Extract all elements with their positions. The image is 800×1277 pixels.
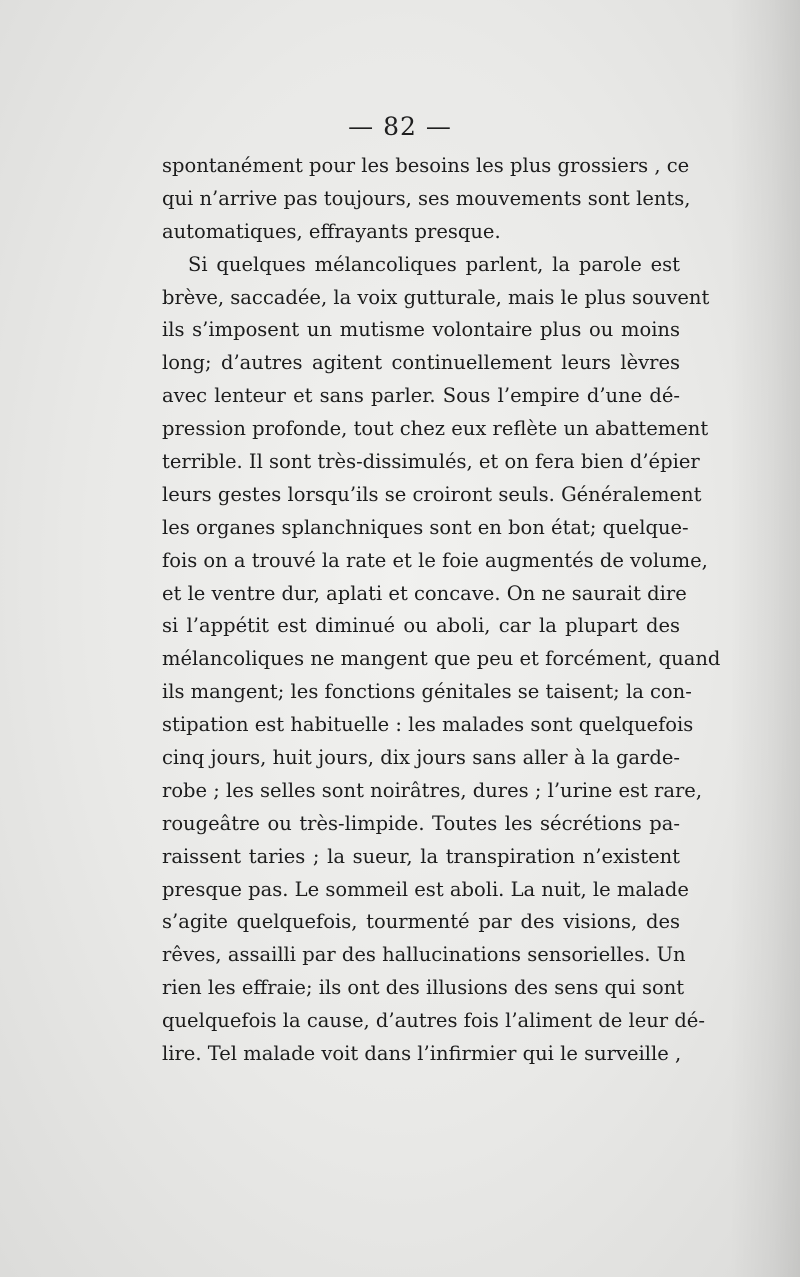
text-line: ils s’imposent un mutisme volontaire plus ou moins (162, 318, 680, 342)
text-line: si l’appétit est diminué ou aboli, car la plupart des (162, 614, 680, 638)
text-line: s’agite quelquefois, tourmenté par des visions, des (162, 910, 680, 934)
text-line: leurs gestes lorsqu’ils se croiront seuls. Généralement (162, 482, 702, 506)
page-edge-shadow (730, 0, 800, 1277)
text-line: mélancoliques ne mangent que peu et forcément, quand (162, 647, 721, 671)
text-line: presque pas. Le sommeil est aboli. La nuit, le malade (162, 877, 689, 901)
text-line: stipation est habituelle : les malades sont quelquefois (162, 713, 694, 737)
text-line: les organes splanchniques sont en bon état; quelque- (162, 515, 689, 539)
text-line: long; d’autres agitent continuellement leurs lèvres (162, 351, 680, 375)
body-text (162, 150, 721, 1071)
text-line: quelquefois la cause, d’autres fois l’aliment de leur dé- (162, 1009, 705, 1033)
text-line: pression profonde, tout chez eux reflète un abattement (162, 417, 709, 441)
text-line: qui n’arrive pas toujours, ses mouvements sont lents, (162, 186, 691, 210)
text-line: Si quelques mélancoliques parlent, la parole est (188, 252, 680, 276)
text-line: et le ventre dur, aplati et concave. On ne saurait dire (162, 581, 687, 605)
text-line: ils mangent; les fonctions génitales se taisent; la con- (162, 680, 692, 704)
text-line: terrible. Il sont très-dissimulés, et on fera bien d’épier (162, 450, 700, 474)
text-line: lire. Tel malade voit dans l’infirmier qui le surveille , (162, 1042, 682, 1066)
text-line: cinq jours, huit jours, dix jours sans aller à la garde- (162, 746, 680, 770)
text-line: rien les effraie; ils ont des illusions des sens qui sont (162, 976, 685, 1000)
text-line: raissent taries ; la sueur, la transpiration n’existent (162, 844, 680, 868)
text-line: robe ; les selles sont noirâtres, dures ; l’urine est rare, (162, 778, 703, 802)
text-line: avec lenteur et sans parler. Sous l’empire d’une dé- (162, 384, 680, 408)
text-line: brève, saccadée, la voix gutturale, mais le plus souvent (162, 285, 710, 309)
text-line: automatiques, effrayants presque. (162, 219, 501, 243)
text-line: spontanément pour les besoins les plus grossiers , ce (162, 154, 690, 177)
page-number: — 82 — (348, 112, 452, 141)
text-line: rêves, assailli par des hallucinations sensorielles. Un (162, 943, 686, 967)
text-line: fois on a trouvé la rate et le foie augmentés de volume, (162, 548, 708, 572)
text-line: rougeâtre ou très-limpide. Toutes les sécrétions pa- (162, 811, 680, 835)
